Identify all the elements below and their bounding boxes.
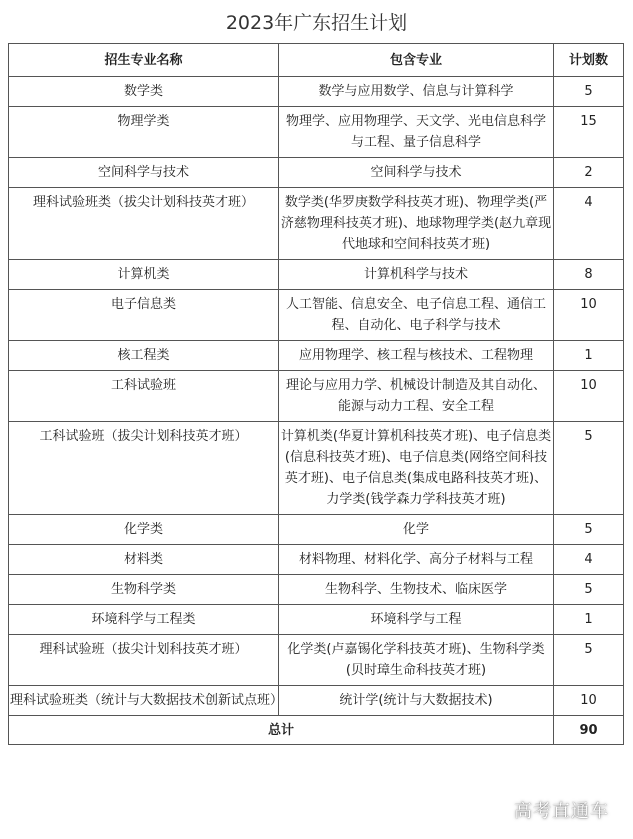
table-row: [9, 575, 624, 605]
program-name-cell: 工科试验班（拔尖计划科技英才班）: [9, 422, 279, 515]
program-name-cell: 理科试验班类（拔尖计划科技英才班）: [9, 188, 279, 260]
table-header-row: [9, 44, 624, 77]
majors-cell: 理论与应用力学、机械设计制造及其自动化、能源与动力工程、安全工程: [279, 371, 554, 422]
column-header-program: 招生专业名称: [9, 44, 279, 77]
program-name-cell: 空间科学与技术: [9, 158, 279, 188]
count-cell: 1: [554, 341, 624, 371]
count-cell: 8: [554, 260, 624, 290]
program-name-cell: 生物科学类: [9, 575, 279, 605]
count-cell: 5: [554, 422, 624, 515]
table-row: [9, 422, 624, 515]
count-cell: 4: [554, 545, 624, 575]
table-row: [9, 107, 624, 158]
count-cell: 10: [554, 371, 624, 422]
program-name-cell: 物理学类: [9, 107, 279, 158]
program-name-cell: 数学类: [9, 77, 279, 107]
column-header-majors: 包含专业: [279, 44, 554, 77]
count-cell: 5: [554, 77, 624, 107]
column-header-count: 计划数: [554, 44, 624, 77]
majors-cell: 数学类(华罗庚数学科技英才班)、物理学类(严济慈物理科技英才班)、地球物理学类(赵九章现代地球和空间科技英才班): [279, 188, 554, 260]
program-name-cell: 工科试验班: [9, 371, 279, 422]
program-name-cell: 核工程类: [9, 341, 279, 371]
majors-cell: 统计学(统计与大数据技术): [279, 686, 554, 716]
table-row: [9, 605, 624, 635]
table-row: [9, 77, 624, 107]
table-row: [9, 515, 624, 545]
table-row: [9, 545, 624, 575]
majors-cell: 计算机科学与技术: [279, 260, 554, 290]
program-name-cell: 材料类: [9, 545, 279, 575]
majors-cell: 环境科学与工程: [279, 605, 554, 635]
table-row: [9, 341, 624, 371]
count-cell: 5: [554, 515, 624, 545]
program-name-cell: 环境科学与工程类: [9, 605, 279, 635]
watermark: 高考直通车: [514, 801, 609, 822]
majors-cell: 计算机类(华夏计算机科技英才班)、电子信息类(信息科技英才班)、电子信息类(网络空间科技英才班)、电子信息类(集成电路科技英才班)、力学类(钱学森力学科技英才班): [279, 422, 554, 515]
count-cell: 10: [554, 290, 624, 341]
total-value: 90: [554, 716, 624, 745]
total-label: 总计: [9, 716, 554, 745]
program-name-cell: 理科试验班类（统计与大数据技术创新试点班）: [9, 686, 279, 716]
count-cell: 5: [554, 635, 624, 686]
count-cell: 4: [554, 188, 624, 260]
majors-cell: 空间科学与技术: [279, 158, 554, 188]
table-row: [9, 260, 624, 290]
count-cell: 15: [554, 107, 624, 158]
count-cell: 5: [554, 575, 624, 605]
count-cell: 1: [554, 605, 624, 635]
program-name-cell: 计算机类: [9, 260, 279, 290]
page-title: 2023年广东招生计划: [225, 12, 408, 34]
majors-cell: 数学与应用数学、信息与计算科学: [279, 77, 554, 107]
total-row: [9, 716, 624, 745]
table-row: [9, 635, 624, 686]
program-name-cell: 化学类: [9, 515, 279, 545]
program-name-cell: 电子信息类: [9, 290, 279, 341]
count-cell: 2: [554, 158, 624, 188]
majors-cell: 生物科学、生物技术、临床医学: [279, 575, 554, 605]
majors-cell: 应用物理学、核工程与核技术、工程物理: [279, 341, 554, 371]
table-row: [9, 686, 624, 716]
program-name-cell: 理科试验班（拔尖计划科技英才班）: [9, 635, 279, 686]
majors-cell: 化学类(卢嘉锡化学科技英才班)、生物科学类(贝时璋生命科技英才班): [279, 635, 554, 686]
table-row: [9, 371, 624, 422]
majors-cell: 材料物理、材料化学、高分子材料与工程: [279, 545, 554, 575]
table-row: [9, 290, 624, 341]
enrollment-plan-table: [8, 43, 624, 745]
majors-cell: 化学: [279, 515, 554, 545]
majors-cell: 物理学、应用物理学、天文学、光电信息科学与工程、量子信息科学: [279, 107, 554, 158]
count-cell: 10: [554, 686, 624, 716]
table-row: [9, 158, 624, 188]
majors-cell: 人工智能、信息安全、电子信息工程、通信工程、自动化、电子科学与技术: [279, 290, 554, 341]
table-row: [9, 188, 624, 260]
